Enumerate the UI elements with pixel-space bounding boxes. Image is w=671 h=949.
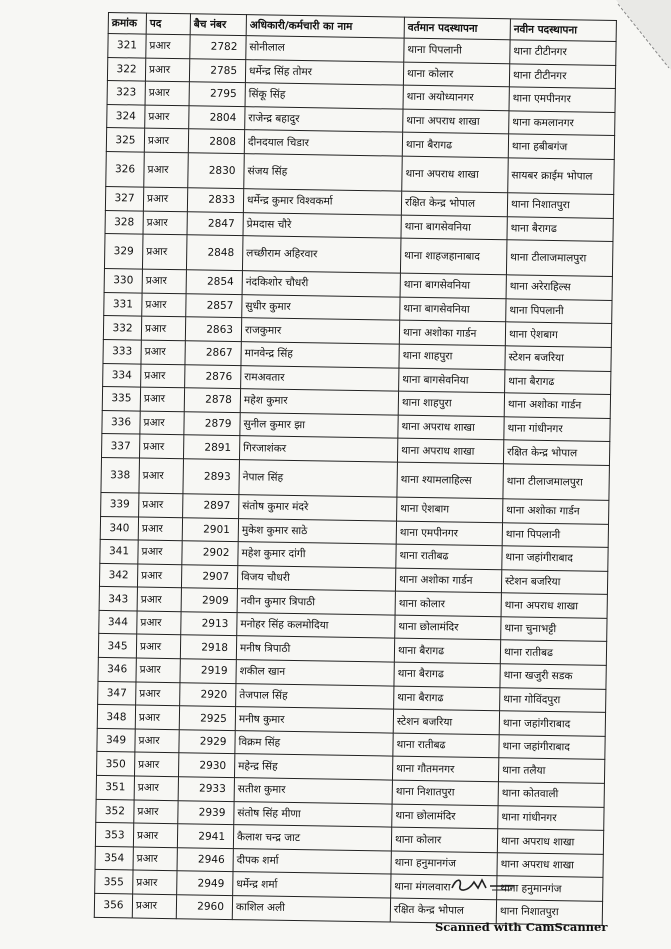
serial-cell: 330 bbox=[104, 269, 142, 293]
batch-cell: 2830 bbox=[188, 153, 245, 189]
name-cell: धर्मेन्द्र कुमार विश्वकर्मा bbox=[243, 189, 401, 215]
post-cell: प्रआर bbox=[145, 105, 189, 129]
serial-cell: 326 bbox=[106, 151, 145, 187]
serial-cell: 352 bbox=[96, 799, 134, 823]
post-cell: प्रआर bbox=[133, 847, 177, 871]
name-cell: शकील खान bbox=[236, 660, 394, 686]
new-posting-cell: थाना अपराध शाखा bbox=[497, 829, 603, 854]
name-cell: दीनदयाल चिडार bbox=[244, 130, 402, 156]
current-posting-cell: थाना बागसेवनिया bbox=[399, 368, 505, 393]
new-posting-cell: थाना कोतवाली bbox=[498, 782, 604, 807]
batch-cell: 2785 bbox=[189, 58, 245, 82]
post-cell: प्रआर bbox=[142, 269, 186, 293]
new-posting-cell: थाना टीलाजमालपुरा bbox=[503, 464, 610, 501]
serial-cell: 331 bbox=[104, 292, 142, 316]
batch-cell: 2913 bbox=[181, 612, 237, 636]
current-posting-cell: थाना बैरागढ bbox=[394, 662, 500, 687]
new-posting-cell: थाना टीलाजमालपुरा bbox=[506, 240, 613, 277]
current-posting-cell: थाना बैरागढ bbox=[402, 133, 508, 158]
name-cell: नवीन कुमार त्रिपाठी bbox=[237, 589, 395, 615]
batch-cell: 2930 bbox=[178, 753, 234, 777]
name-cell: कैलाश चन्द्र जाट bbox=[233, 825, 391, 851]
post-cell: प्रआर bbox=[140, 387, 184, 411]
batch-cell: 2909 bbox=[181, 588, 237, 612]
serial-cell: 323 bbox=[107, 81, 145, 105]
name-cell: काशिल अली bbox=[232, 896, 390, 922]
current-posting-cell: थाना अशोका गार्डन bbox=[399, 320, 505, 345]
batch-cell: 2804 bbox=[189, 106, 245, 130]
new-posting-cell: थाना अशोका गार्डन bbox=[504, 393, 610, 418]
post-cell: प्रआर bbox=[145, 81, 189, 105]
batch-cell: 2867 bbox=[185, 341, 241, 365]
new-posting-cell: थाना गांधीनगर bbox=[498, 805, 604, 830]
post-cell: प्रआर bbox=[134, 776, 178, 800]
serial-cell: 339 bbox=[101, 492, 139, 516]
new-posting-cell: थाना ऐशबाग bbox=[505, 322, 611, 347]
batch-cell: 2847 bbox=[187, 211, 243, 235]
name-cell: सतीश कुमार bbox=[234, 778, 392, 804]
name-cell: गिरजाशंकर bbox=[239, 436, 397, 462]
scanner-watermark: Scanned with CamScanner bbox=[435, 920, 608, 934]
serial-cell: 346 bbox=[98, 657, 136, 681]
new-posting-cell: थाना एमपीनगर bbox=[509, 87, 615, 112]
post-cell: प्रआर bbox=[141, 364, 185, 388]
batch-cell: 2857 bbox=[186, 294, 242, 318]
batch-cell: 2907 bbox=[181, 564, 237, 588]
post-cell: प्रआर bbox=[137, 564, 181, 588]
current-posting-cell: थाना छोलामंदिर bbox=[395, 615, 501, 640]
batch-cell: 2863 bbox=[185, 317, 241, 341]
serial-cell: 353 bbox=[95, 823, 133, 847]
batch-cell: 2918 bbox=[180, 635, 236, 659]
serial-cell: 333 bbox=[103, 339, 141, 363]
post-cell: प्रआर bbox=[141, 340, 185, 364]
serial-cell: 343 bbox=[99, 587, 137, 611]
batch-cell: 2929 bbox=[179, 730, 235, 754]
batch-cell: 2901 bbox=[182, 517, 238, 541]
post-cell: प्रआर bbox=[138, 517, 182, 541]
post-cell: प्रआर bbox=[144, 152, 189, 188]
new-posting-cell: रक्षित केन्द्र भोपाल bbox=[503, 440, 609, 465]
batch-cell: 2876 bbox=[185, 364, 241, 388]
serial-cell: 350 bbox=[97, 752, 135, 776]
current-posting-cell: थाना गौतमनगर bbox=[392, 757, 498, 782]
name-cell: विक्रम सिंह bbox=[235, 730, 393, 756]
current-posting-cell: रक्षित केन्द्र भोपाल bbox=[401, 191, 507, 216]
serial-cell: 335 bbox=[102, 387, 140, 411]
post-cell: प्रआर bbox=[139, 493, 183, 517]
new-posting-cell: थाना हनुमानगंज bbox=[497, 876, 603, 901]
current-posting-cell: थाना अपराध शाखा bbox=[402, 156, 509, 193]
batch-cell: 2891 bbox=[183, 435, 239, 459]
batch-cell: 2919 bbox=[180, 659, 236, 683]
name-cell: मनीष त्रिपाठी bbox=[236, 636, 394, 662]
current-posting-cell: थाना शाहजहानाबाद bbox=[400, 238, 507, 275]
new-posting-cell: थाना टीटीनगर bbox=[509, 63, 615, 88]
new-posting-cell: थाना निशातपुरा bbox=[496, 900, 602, 925]
new-posting-cell: थाना पिपलानी bbox=[502, 522, 608, 547]
post-cell: प्रआर bbox=[136, 682, 180, 706]
batch-cell: 2902 bbox=[182, 541, 238, 565]
batch-cell: 2941 bbox=[177, 824, 233, 848]
serial-cell: 324 bbox=[107, 104, 145, 128]
serial-cell: 355 bbox=[95, 870, 133, 894]
batch-cell: 2878 bbox=[184, 388, 240, 412]
post-cell: प्रआर bbox=[143, 211, 187, 235]
post-cell: प्रआर bbox=[136, 634, 180, 658]
name-cell: धर्मेन्द्र सिंह तोमर bbox=[245, 59, 403, 85]
post-cell: प्रआर bbox=[144, 128, 188, 152]
name-cell: महेश कुमार bbox=[240, 389, 398, 415]
new-posting-cell: थाना तलैया bbox=[498, 758, 604, 783]
serial-cell: 336 bbox=[102, 410, 140, 434]
post-cell: प्रआर bbox=[142, 293, 186, 317]
post-cell: प्रआर bbox=[134, 800, 178, 824]
current-posting-cell: रक्षित केन्द्र भोपाल bbox=[390, 898, 496, 923]
batch-cell: 2782 bbox=[190, 35, 246, 59]
current-posting-cell: थाना अपराध शाखा bbox=[397, 438, 503, 463]
post-cell: प्रआर bbox=[146, 34, 190, 58]
new-posting-cell: थाना अरेराहिल्स bbox=[506, 275, 612, 300]
post-cell: प्रआर bbox=[135, 752, 179, 776]
batch-cell: 2879 bbox=[184, 411, 240, 435]
name-cell: राजेन्द्र बहादुर bbox=[245, 106, 403, 132]
batch-cell: 2893 bbox=[183, 459, 240, 495]
current-posting-cell: थाना रातीबढ bbox=[393, 733, 499, 758]
post-cell: प्रआर bbox=[135, 705, 179, 729]
new-posting-cell: थाना हबीबगंज bbox=[508, 134, 614, 159]
post-cell: प्रआर bbox=[136, 658, 180, 682]
post-cell: प्रआर bbox=[137, 587, 181, 611]
header-post: पद bbox=[146, 13, 190, 35]
serial-cell: 327 bbox=[105, 186, 143, 210]
name-cell: मुकेश कुमार साठे bbox=[238, 518, 396, 544]
serial-cell: 322 bbox=[107, 57, 145, 81]
new-posting-cell: थाना टीटीनगर bbox=[510, 40, 616, 65]
batch-cell: 2939 bbox=[178, 800, 234, 824]
name-cell: दीपक शर्मा bbox=[233, 848, 391, 874]
name-cell: महेश कुमार दांगी bbox=[238, 542, 396, 568]
serial-cell: 334 bbox=[103, 363, 141, 387]
current-posting-cell: थाना बैरागढ bbox=[394, 686, 500, 711]
new-posting-cell: थाना खजुरी सडक bbox=[500, 664, 606, 689]
serial-cell: 356 bbox=[94, 893, 132, 917]
serial-cell: 348 bbox=[97, 705, 135, 729]
serial-cell: 341 bbox=[100, 540, 138, 564]
current-posting-cell: थाना बागसेवनिया bbox=[401, 215, 507, 240]
current-posting-cell: थाना बैरागढ bbox=[394, 639, 500, 664]
post-cell: प्रआर bbox=[139, 434, 183, 458]
name-cell: नेपाल सिंह bbox=[239, 460, 398, 497]
current-posting-cell: थाना बागसेवनिया bbox=[400, 273, 506, 298]
batch-cell: 2795 bbox=[189, 82, 245, 106]
name-cell: संतोष सिंह मीणा bbox=[234, 801, 392, 827]
name-cell: महेन्द्र सिंह bbox=[234, 754, 392, 780]
new-posting-cell: स्टेशन बजरिया bbox=[501, 569, 607, 594]
name-cell: मनोहर सिंह कलमोदिया bbox=[237, 612, 395, 638]
name-cell: रामअवतार bbox=[241, 365, 399, 391]
current-posting-cell: थाना एमपीनगर bbox=[396, 521, 502, 546]
current-posting-cell: थाना कोलार bbox=[395, 591, 501, 616]
name-cell: संजय सिंह bbox=[244, 154, 403, 191]
current-posting-cell: थाना पिपलानी bbox=[404, 38, 510, 63]
post-cell: प्रआर bbox=[137, 611, 181, 635]
batch-cell: 2960 bbox=[176, 895, 232, 919]
name-cell: राजकुमार bbox=[241, 318, 399, 344]
name-cell: मनीष कुमार bbox=[235, 707, 393, 733]
batch-cell: 2946 bbox=[177, 848, 233, 872]
serial-cell: 332 bbox=[103, 316, 141, 340]
new-posting-cell: स्टेशन बजरिया bbox=[505, 346, 611, 371]
new-posting-cell: थाना अशोका गार्डन bbox=[503, 499, 609, 524]
serial-cell: 345 bbox=[98, 634, 136, 658]
batch-cell: 2854 bbox=[186, 270, 242, 294]
serial-cell: 337 bbox=[102, 434, 140, 458]
header-new-posting: नवीन पदस्थापना bbox=[510, 19, 616, 42]
name-cell: संतोष कुमार मंदरे bbox=[239, 495, 397, 521]
new-posting-cell: थाना निशातपुरा bbox=[507, 193, 613, 218]
new-posting-cell: थाना कमलानगर bbox=[509, 111, 615, 136]
batch-cell: 2933 bbox=[178, 777, 234, 801]
new-posting-cell: थाना रातीबढ bbox=[500, 640, 606, 665]
transfer-table bbox=[94, 12, 617, 925]
name-cell: सुनील कुमार झा bbox=[240, 412, 398, 438]
post-cell: प्रआर bbox=[132, 894, 176, 918]
table-body bbox=[94, 34, 616, 925]
batch-cell: 2808 bbox=[188, 129, 244, 153]
current-posting-cell: थाना कोलार bbox=[403, 62, 509, 87]
post-cell: प्रआर bbox=[145, 58, 189, 82]
name-cell: मानवेन्द्र सिंह bbox=[241, 342, 399, 368]
new-posting-cell: थाना बैरागढ bbox=[507, 216, 613, 241]
serial-cell: 329 bbox=[104, 234, 143, 270]
batch-cell: 2920 bbox=[180, 682, 236, 706]
serial-cell: 349 bbox=[97, 728, 135, 752]
new-posting-cell: थाना अपराध शाखा bbox=[501, 593, 607, 618]
post-cell: प्रआर bbox=[140, 411, 184, 435]
name-cell: लच्छीराम अहिरवार bbox=[242, 236, 401, 273]
new-posting-cell: थाना जहांगीराबाद bbox=[499, 735, 605, 760]
current-posting-cell: स्टेशन बजरिया bbox=[393, 709, 499, 734]
current-posting-cell: थाना शाहपुरा bbox=[398, 391, 504, 416]
name-cell: नंदकिशोर चौधरी bbox=[242, 271, 400, 297]
current-posting-cell: थाना अशोका गार्डन bbox=[395, 568, 501, 593]
name-cell: विजय चौधरी bbox=[237, 565, 395, 591]
current-posting-cell: थाना छोलामंदिर bbox=[392, 804, 498, 829]
name-cell: धर्मेन्द्र शर्मा bbox=[233, 872, 391, 898]
new-posting-cell: थाना जहांगीराबाद bbox=[499, 711, 605, 736]
current-posting-cell: थाना मंगलवारा bbox=[391, 874, 497, 899]
post-cell: प्रआर bbox=[141, 316, 185, 340]
signature bbox=[448, 874, 518, 896]
serial-cell: 328 bbox=[105, 210, 143, 234]
current-posting-cell: थाना हनुमानगंज bbox=[391, 851, 497, 876]
new-posting-cell: थाना गोविंदपुरा bbox=[500, 687, 606, 712]
serial-cell: 342 bbox=[99, 563, 137, 587]
batch-cell: 2897 bbox=[183, 494, 239, 518]
new-posting-cell: सायबर क्राईम भोपाल bbox=[508, 158, 615, 195]
name-cell: सिंकू सिंह bbox=[245, 83, 403, 109]
batch-cell: 2925 bbox=[179, 706, 235, 730]
header-current-posting: वर्तमान पदस्थापना bbox=[404, 17, 510, 40]
post-cell: प्रआर bbox=[135, 729, 179, 753]
post-cell: प्रआर bbox=[142, 234, 187, 270]
serial-cell: 344 bbox=[99, 610, 137, 634]
batch-cell: 2949 bbox=[177, 871, 233, 895]
current-posting-cell: थाना कोलार bbox=[391, 827, 497, 852]
new-posting-cell: थाना गांधीनगर bbox=[504, 416, 610, 441]
serial-cell: 325 bbox=[106, 128, 144, 152]
header-name: अधिकारी/कर्मचारी का नाम bbox=[246, 15, 404, 38]
serial-cell: 340 bbox=[100, 516, 138, 540]
current-posting-cell: थाना रातीबढ bbox=[396, 544, 502, 569]
current-posting-cell: थाना बागसेवनिया bbox=[400, 297, 506, 322]
current-posting-cell: थाना निशातपुरा bbox=[392, 780, 498, 805]
name-cell: प्रेमदास चौरे bbox=[243, 212, 401, 238]
current-posting-cell: थाना शाहपुरा bbox=[399, 344, 505, 369]
serial-cell: 354 bbox=[95, 846, 133, 870]
current-posting-cell: थाना श्यामलाहिल्स bbox=[397, 462, 504, 499]
header-serial: क्रमांक bbox=[108, 13, 146, 35]
current-posting-cell: थाना अपराध शाखा bbox=[403, 109, 509, 134]
new-posting-cell: थाना जहांगीराबाद bbox=[502, 546, 608, 571]
new-posting-cell: थाना पिपलानी bbox=[506, 299, 612, 324]
name-cell: सोनीलाल bbox=[246, 36, 404, 62]
name-cell: सुधीर कुमार bbox=[242, 294, 400, 320]
post-cell: प्रआर bbox=[133, 870, 177, 894]
post-cell: प्रआर bbox=[143, 187, 187, 211]
name-cell: तेजपाल सिंह bbox=[236, 683, 394, 709]
new-posting-cell: थाना अपराध शाखा bbox=[497, 853, 603, 878]
serial-cell: 351 bbox=[96, 775, 134, 799]
batch-cell: 2833 bbox=[187, 188, 243, 212]
post-cell: प्रआर bbox=[133, 823, 177, 847]
current-posting-cell: थाना ऐशबाग bbox=[397, 497, 503, 522]
current-posting-cell: थाना अयोध्यानगर bbox=[403, 85, 509, 110]
serial-cell: 321 bbox=[108, 34, 146, 58]
header-batch: बैच नंबर bbox=[190, 14, 246, 36]
new-posting-cell: थाना चुनाभट्टी bbox=[501, 617, 607, 642]
serial-cell: 338 bbox=[101, 457, 140, 493]
current-posting-cell: थाना अपराध शाखा bbox=[398, 415, 504, 440]
post-cell: प्रआर bbox=[138, 540, 182, 564]
serial-cell: 347 bbox=[98, 681, 136, 705]
page-fold-edge bbox=[616, 0, 671, 70]
new-posting-cell: थाना बैरागढ bbox=[505, 369, 611, 394]
post-cell: प्रआर bbox=[139, 458, 184, 494]
batch-cell: 2848 bbox=[186, 235, 243, 271]
